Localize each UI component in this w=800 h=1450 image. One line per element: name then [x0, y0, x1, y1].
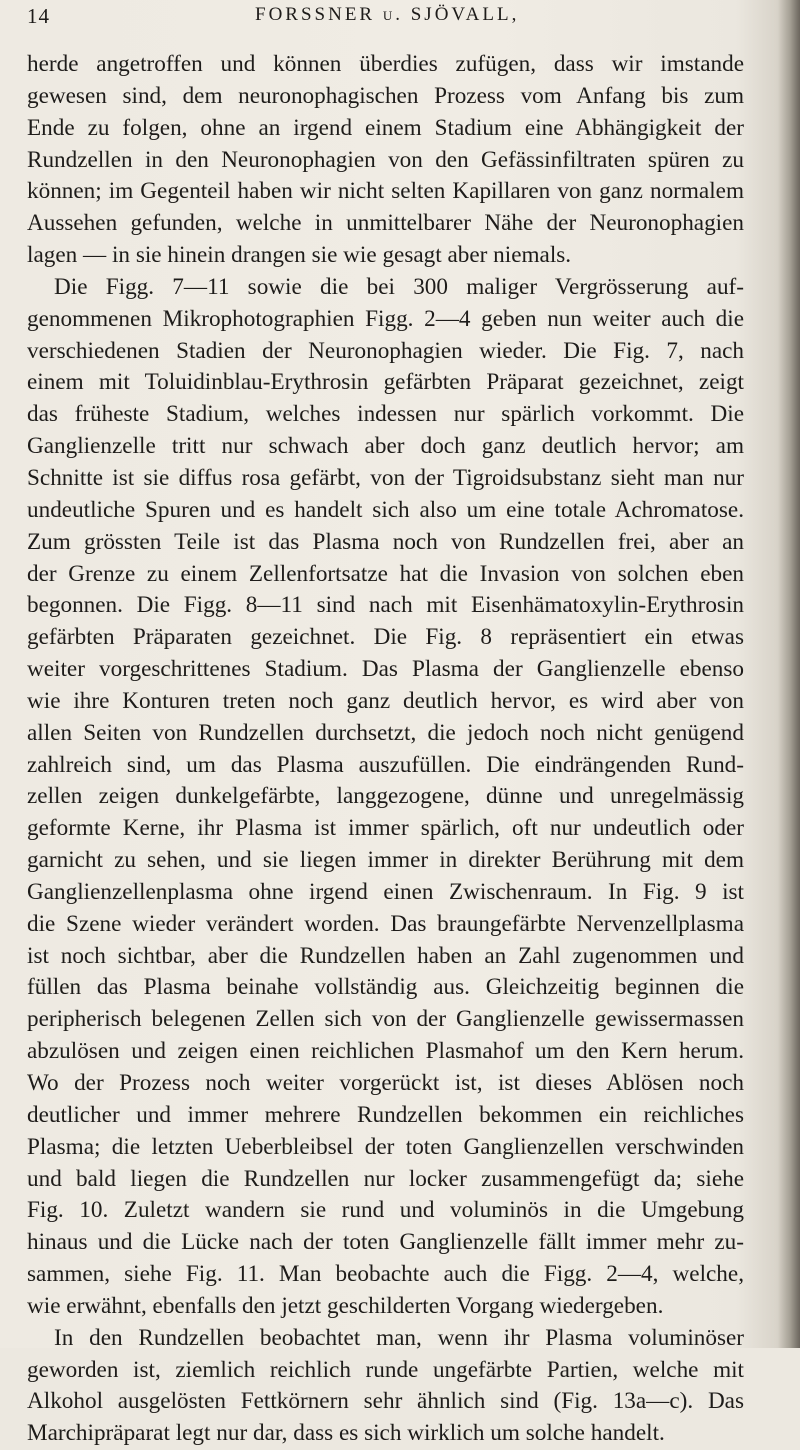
text-line: ist noch sichtbar, aber die Rundzellen haben an Zahl zugenommen und [27, 942, 744, 969]
paragraph-first-line: Die Figg. 7—11 sowie die bei 300 maliger Vergrösserung auf- [54, 273, 744, 300]
text-line: Ganglienzellenplasma ohne irgend einen Zwischenraum. In Fig. 9 ist [27, 878, 744, 905]
text-line: deutlicher und immer mehrere Rundzellen bekommen ein reichliches [27, 1101, 744, 1128]
text-line: Fig. 10. Zuletzt wandern sie rund und voluminös in die Umgebung [27, 1197, 744, 1224]
text-line: gefärbten Präparaten gezeichnet. Die Fig. 8 repräsentiert ein etwas [27, 624, 744, 651]
text-line: hinaus und die Lücke nach der toten Ganglienzelle fällt immer mehr zu- [27, 1229, 744, 1256]
text-line: zellen zeigen dunkelgefärbte, langgezogene, dünne und unregelmässig [27, 783, 744, 810]
text-line: geworden ist, ziemlich reichlich runde ungefärbte Partien, welche mit [27, 1356, 744, 1383]
text-line: verschiedenen Stadien der Neuronophagien wieder. Die Fig. 7, nach [27, 337, 744, 364]
text-line: garnicht zu sehen, und sie liegen immer in direkter Berührung mit dem [27, 847, 744, 874]
text-line: weiter vorgeschrittenes Stadium. Das Plasma der Ganglienzelle ebenso [27, 656, 744, 683]
text-line: können; im Gegenteil haben wir nicht selten Kapillaren von ganz normalem [27, 178, 744, 205]
text-line: Alkohol ausgelösten Fettkörnern sehr ähnlich sind (Fig. 13a—c). Das [27, 1388, 744, 1415]
body-text [27, 49, 744, 1450]
paragraph-first-line: In den Rundzellen beobachtet man, wenn ihr Plasma voluminöser [54, 1324, 744, 1351]
text-line: Aussehen gefunden, welche in unmittelbarer Nähe der Neuronophagien [27, 210, 744, 237]
text-line: wie erwähnt, ebenfalls den jetzt geschilderten Vorgang wiedergeben. [27, 1292, 664, 1319]
text-line: die Szene wieder verändert worden. Das braungefärbte Nervenzellplasma [27, 910, 744, 937]
text-line: der Grenze zu einem Zellenfortsatze hat die Invasion von solchen eben [27, 560, 744, 587]
text-line: Ganglienzelle tritt nur schwach aber doch ganz deutlich hervor; am [27, 433, 744, 460]
running-head [27, 2, 739, 36]
text-line: undeutliche Spuren und es handelt sich also um eine totale Achromatose. [27, 496, 744, 523]
text-line: Wo der Prozess noch weiter vorgerückt ist, ist dieses Ablösen noch [27, 1070, 744, 1096]
page-number: 14 [27, 4, 50, 28]
text-line: begonnen. Die Figg. 8—11 sind nach mit Eisenhämatoxylin-Erythrosin [27, 592, 744, 619]
text-line: allen Seiten von Rundzellen durchsetzt, die jedoch noch nicht genügend [27, 719, 744, 746]
text-line: Plasma; die letzten Ueberbleibsel der toten Ganglienzellen verschwinden [27, 1133, 744, 1160]
text-line: abzulösen und zeigen einen reichlichen Plasmahof um den Kern herum. [27, 1038, 744, 1065]
text-line: lagen — in sie hinein drangen sie wie gesagt aber niemals. [27, 242, 572, 269]
text-line: herde angetroffen und können überdies zufügen, dass wir imstande [27, 51, 744, 77]
text-line: gewesen sind, dem neuronophagischen Prozess vom Anfang bis zum [27, 82, 744, 109]
text-line: peripherisch belegenen Zellen sich von der Ganglienzelle gewissermassen [27, 1006, 744, 1033]
header-authors: FORSSNER u. SJÖVALL, [255, 4, 520, 25]
text-line: geformte Kerne, ihr Plasma ist immer spärlich, oft nur undeutlich oder [27, 815, 744, 842]
text-line: genommenen Mikrophotographien Figg. 2—4 geben nun weiter auch die [27, 305, 744, 332]
text-line: das früheste Stadium, welches indessen nur spärlich vorkommt. Die [27, 401, 744, 428]
text-line: Marchipräparat legt nur dar, dass es sich wirklich um solche handelt. [27, 1420, 665, 1447]
page-edge-shadow [778, 0, 800, 1348]
text-line: Schnitte ist sie diffus rosa gefärbt, von der Tigroidsubstanz sieht man nur [27, 464, 744, 491]
text-line: sammen, siehe Fig. 11. Man beobachte auch die Figg. 2—4, welche, [27, 1261, 744, 1288]
text-line: Zum grössten Teile ist das Plasma noch von Rundzellen frei, aber an [27, 528, 744, 555]
text-line: Rundzellen in den Neuronophagien von den Gefässinfiltraten spüren zu [27, 146, 744, 173]
text-line: einem mit Toluidinblau-Erythrosin gefärbten Präparat gezeichnet, zeigt [27, 369, 744, 396]
text-line: Ende zu folgen, ohne an irgend einem Stadium eine Abhängigkeit der [27, 114, 744, 141]
text-line: wie ihre Konturen treten noch ganz deutlich hervor, es wird aber von [27, 687, 744, 714]
text-line: zahlreich sind, um das Plasma auszufüllen. Die eindrängenden Rund- [27, 751, 744, 778]
text-line: und bald liegen die Rundzellen nur locker zusammengefügt da; siehe [27, 1165, 744, 1192]
text-line: füllen das Plasma beinahe vollständig aus. Gleichzeitig beginnen die [27, 974, 744, 1001]
